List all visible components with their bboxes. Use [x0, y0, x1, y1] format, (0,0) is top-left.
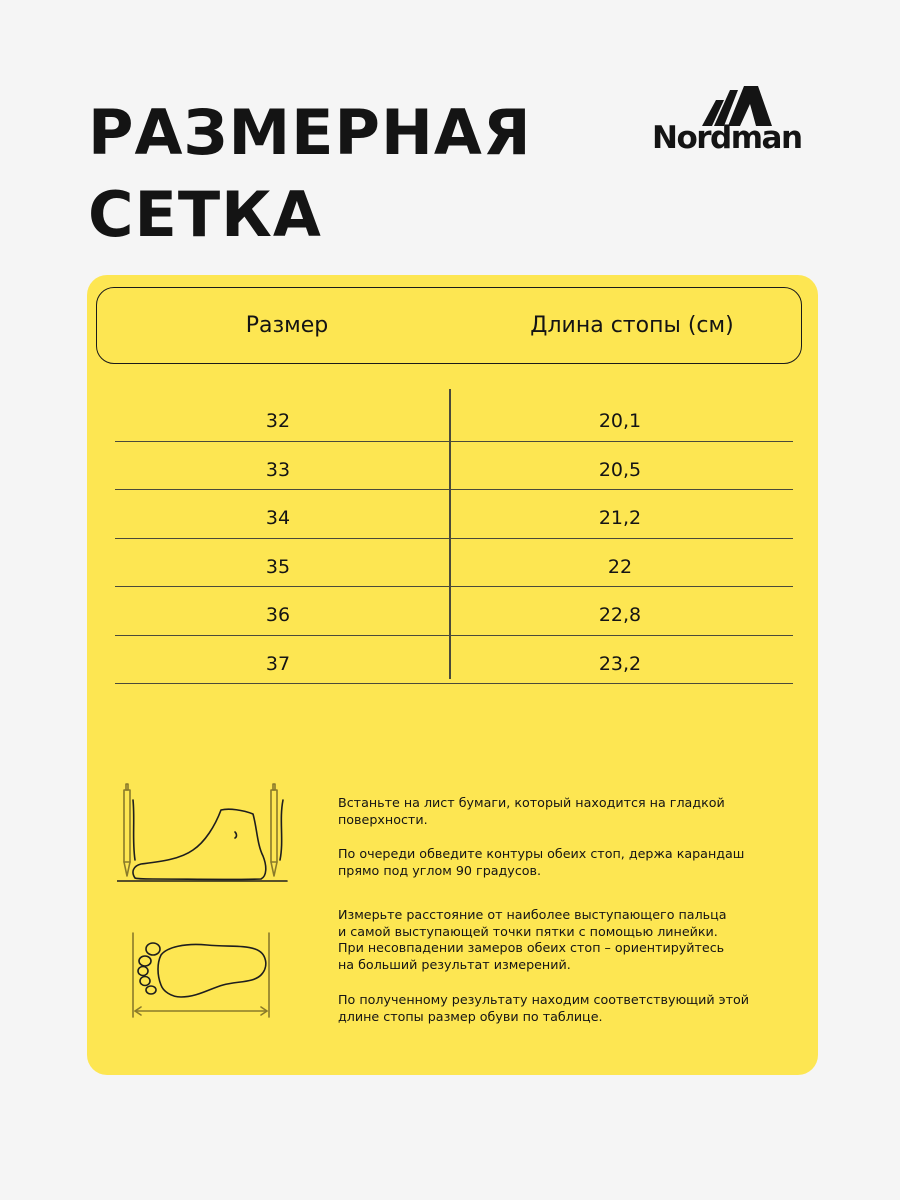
cell-length: 22,8 [598, 604, 642, 626]
cell-length: 20,5 [598, 458, 642, 481]
table-row [115, 490, 793, 539]
cell-size: 35 [265, 555, 291, 578]
size-chart-card [87, 275, 818, 1075]
instruction-step-3: Измерьте расстояние от наиболее выступающего пальца и самой выступающей точки пятки с помощью линейки. При несовпадении замеров обеих стоп – ориентируйтесь на больший результат измерений. [338, 907, 727, 972]
brand-name: Nordman [652, 120, 802, 156]
cell-size: 36 [265, 604, 291, 626]
instruction-step-2: По очереди обведите контуры обеих стоп, держа карандаш прямо под углом 90 градусов. [338, 846, 745, 878]
cell-size: 33 [265, 458, 291, 481]
foot-side-pencils-icon [117, 780, 289, 890]
title-line-1: РАЗМЕРНАЯ [88, 96, 532, 169]
cell-size: 32 [265, 410, 291, 432]
table-row [115, 442, 793, 491]
header-foot-length: Длина стопы (см) [530, 313, 734, 338]
table-row [115, 587, 793, 636]
table-row [115, 393, 793, 442]
title-line-2: СЕТКА [88, 178, 322, 251]
cell-length: 23,2 [598, 652, 642, 675]
size-table [115, 393, 793, 684]
table-header [96, 287, 802, 364]
cell-size: 34 [265, 507, 291, 529]
table-row [115, 539, 793, 588]
foot-top-measure-icon [127, 925, 277, 1021]
cell-length: 20,1 [598, 410, 642, 432]
cell-length: 22 [607, 555, 633, 578]
brand-logo [652, 86, 822, 158]
header-size: Размер [245, 313, 329, 338]
instruction-step-4: По полученному результату находим соответствующий этой длине стопы размер обуви по таблице. [338, 992, 749, 1024]
table-row [115, 636, 793, 685]
cell-size: 37 [265, 652, 291, 675]
instruction-step-1: Встаньте на лист бумаги, который находится на гладкой поверхности. [338, 795, 725, 827]
page-title [88, 92, 532, 256]
cell-length: 21,2 [598, 507, 642, 529]
